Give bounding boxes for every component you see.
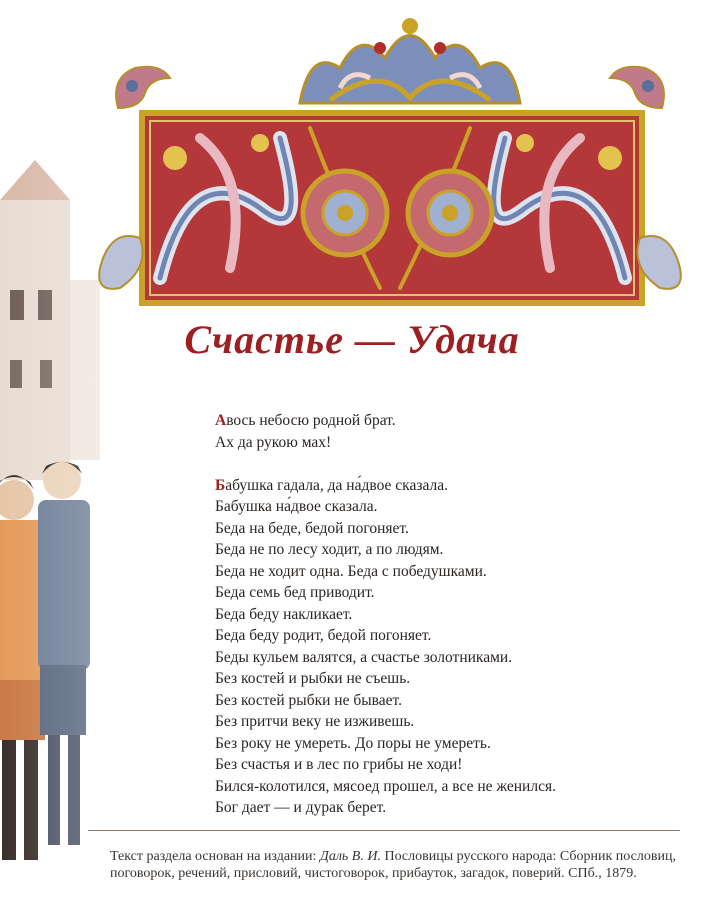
source-prefix: Текст раздела основан на издании: bbox=[110, 849, 320, 864]
proverb-line: Беды кульем валятся, а счастье золотниками. bbox=[215, 648, 513, 666]
divider bbox=[88, 830, 680, 831]
left-finial bbox=[116, 67, 170, 108]
title-initial: У bbox=[406, 317, 436, 362]
source-rest: Пословицы русского народа: Сборник пословиц, поговорок, речений, присловий, чистоговорок, прибауток, загадок, поверий. СПб., 1879. bbox=[110, 849, 676, 881]
proverb-group bbox=[215, 475, 695, 819]
page-title bbox=[0, 316, 704, 363]
proverb-line: Беда беду родит, бедой погоняет. bbox=[215, 627, 432, 644]
drop-initial: А bbox=[215, 412, 227, 429]
proverb-group bbox=[215, 410, 695, 453]
proverb-line: Беда не ходит одна. Беда с победушками. bbox=[215, 562, 487, 580]
proverb-line: Без костей рыбки не бывает. bbox=[215, 691, 403, 709]
crown-ornament bbox=[300, 18, 520, 103]
proverb-line: Беда не по лесу ходит, а по людям. bbox=[215, 541, 444, 558]
right-finial bbox=[610, 67, 664, 108]
proverb-line: Бился-колотился, мясоед прошел, а все не женился. bbox=[215, 777, 556, 795]
proverb-line: Бабушка гадала, да на́двое сказала. bbox=[215, 476, 448, 494]
proverb-line: Авось небосю родной брат. bbox=[215, 412, 396, 429]
proverb-line: Без притчи веку не изживешь. bbox=[215, 713, 415, 730]
proverb-line: Беда семь бед приводит. bbox=[215, 584, 375, 601]
title-part1: Счастье — bbox=[184, 317, 407, 362]
source-author: Даль В. И. bbox=[319, 849, 381, 864]
ornamental-headpiece bbox=[80, 8, 700, 310]
proverb-line: Бабушка на́двое сказала. bbox=[215, 498, 378, 515]
proverb-line: Бог дает — и дурак берет. bbox=[215, 799, 387, 816]
proverb-line: Беда беду накликает. bbox=[215, 605, 353, 623]
proverb-line: Без счастья и в лес по грибы не ходи! bbox=[215, 756, 463, 773]
proverb-line: Беда на беде, бедой погоняет. bbox=[215, 519, 409, 537]
title-rest: дача bbox=[435, 317, 520, 362]
proverb-list bbox=[215, 410, 695, 819]
proverb-line: Ах да рукою мах! bbox=[215, 433, 332, 451]
proverb-line: Без року не умереть. До поры не умереть. bbox=[215, 734, 491, 752]
source-note bbox=[110, 848, 690, 882]
drop-initial: Б bbox=[215, 476, 226, 494]
proverb-line: Без костей и рыбки не съешь. bbox=[215, 670, 411, 687]
